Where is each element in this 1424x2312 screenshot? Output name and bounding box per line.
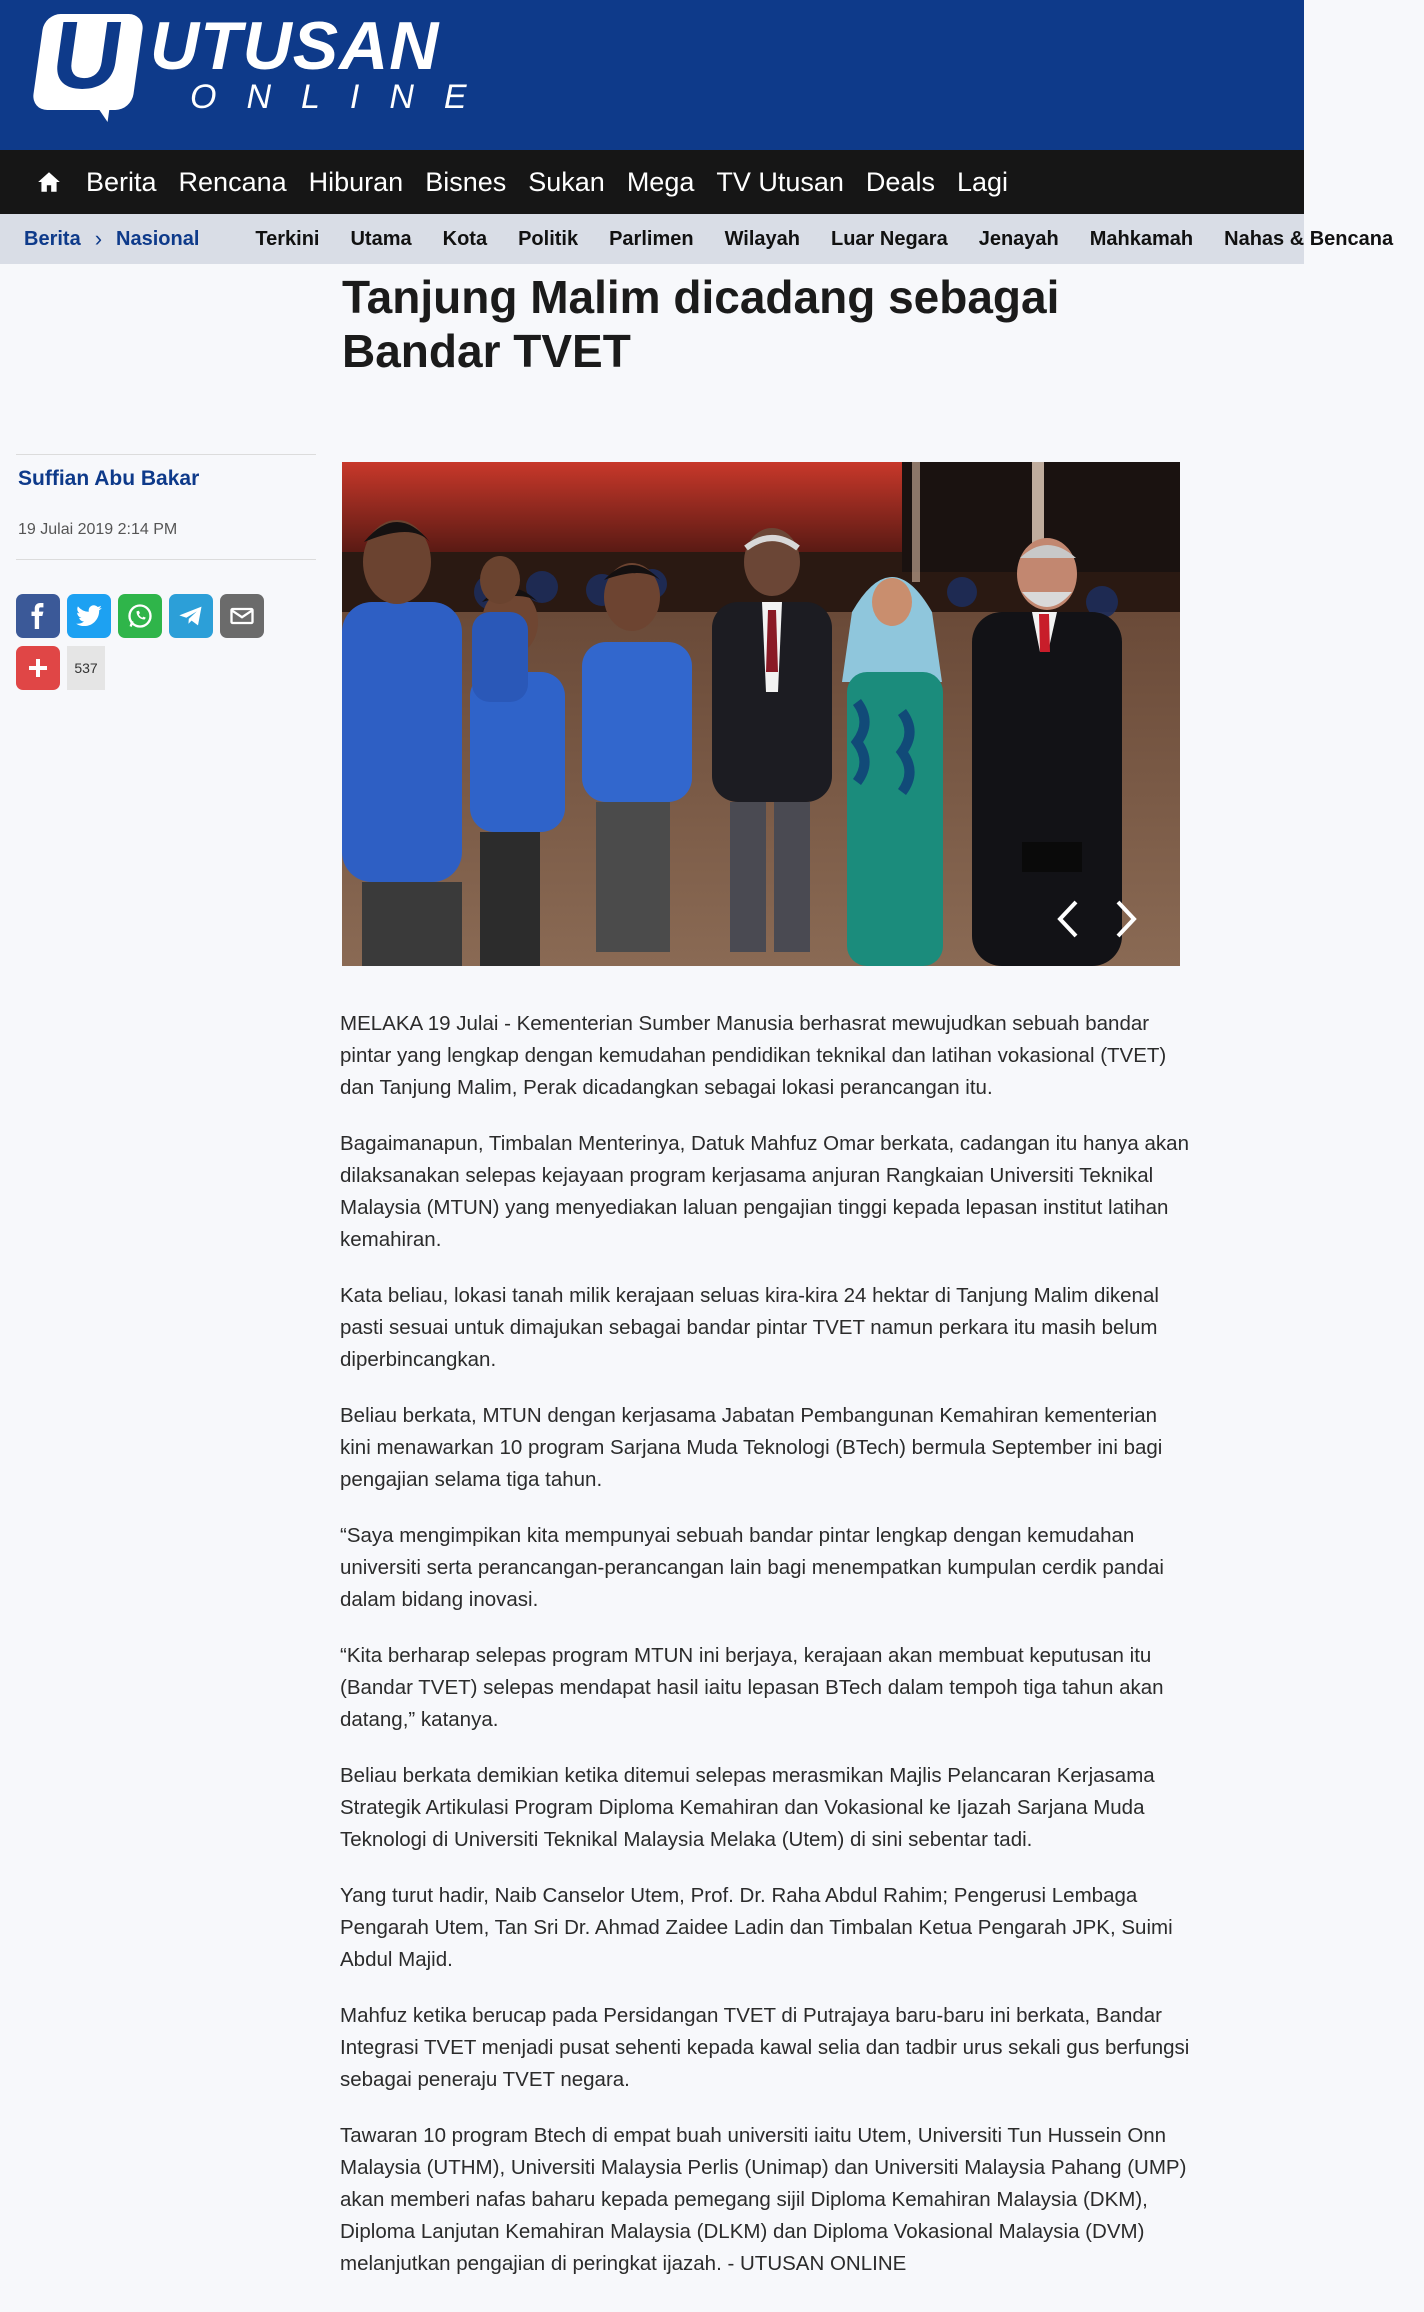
subnav-item-kota[interactable]: Kota [442, 227, 488, 250]
divider [16, 454, 316, 455]
nav-item-tv-utusan[interactable]: TV Utusan [716, 166, 844, 197]
subnav-item-mahkamah[interactable]: Mahkamah [1089, 227, 1194, 250]
chevron-right-icon: › [94, 226, 103, 251]
article-body [340, 1008, 1190, 2304]
plus-icon [26, 656, 50, 680]
nav-item-mega[interactable]: Mega [626, 166, 695, 197]
main-nav [0, 150, 1304, 214]
nav-item-lagi[interactable]: Lagi [956, 166, 1008, 197]
logo-letter: U [45, 2, 130, 109]
share-count: 537 [67, 646, 105, 690]
facebook-icon [25, 603, 51, 629]
share-row [16, 646, 276, 690]
subnav-item-utama[interactable]: Utama [350, 227, 412, 250]
author-name[interactable]: Suffian Abu Bakar [18, 467, 200, 490]
byline [16, 454, 316, 560]
breadcrumb-subsection[interactable]: Nasional [116, 227, 200, 250]
envelope-icon [228, 602, 256, 630]
share-bar [16, 594, 276, 698]
logo-badge [31, 2, 144, 110]
event-photo-illustration [342, 462, 1180, 966]
article-paragraph: Mahfuz ketika berucap pada Persidangan TVET di Putrajaya baru-baru ini berkata, Bandar Integrasi TVET menjadi pusat sehenti kepada kawal selia dan tadbir urus sekali gus berfungsi sebagai peneraju TVET negara. [340, 2004, 1190, 2091]
article-paragraph: Kata beliau, lokasi tanah milik kerajaan seluas kira-kira 24 hektar di Tanjung Malim dikenal pasti sesuai untuk dimajukan sebagai bandar pintar TVET namun perkara itu masih belum diperbincangkan. [340, 1284, 1159, 1371]
facebook-share-button[interactable] [16, 594, 60, 638]
share-row [16, 594, 276, 638]
logo-subtitle: ONLINE [190, 78, 497, 116]
utusan-online-logo[interactable] [38, 2, 497, 116]
subnav-item-luar-negara[interactable]: Luar Negara [830, 227, 948, 250]
logo-badge-tail [90, 100, 111, 122]
divider [16, 559, 316, 560]
nav-item-sukan[interactable]: Sukan [528, 166, 605, 197]
masthead [0, 0, 1304, 150]
article-photo[interactable] [342, 462, 1180, 966]
subnav-item-parlimen[interactable]: Parlimen [609, 227, 694, 250]
home-icon[interactable] [36, 169, 62, 195]
article-paragraph: Tawaran 10 program Btech di empat buah universiti iaitu Utem, Universiti Tun Hussein Onn Malaysia (UTHM), Universiti Malaysia Perlis (Unimap) dan Universiti Malaysia Pahang (UMP) akan memberi nafas baharu kepada pemegang sijil Diploma Kemahiran Malaysia (DKM), Diploma Lanjutan Kemahiran Malaysia (DLKM) dan Diploma Vokasional Malaysia (DVM) melanjutkan pengajian di peringkat ijazah. - UTUSAN ONLINE [340, 2124, 1187, 2275]
article-paragraph: Beliau berkata demikian ketika ditemui selepas merasmikan Majlis Pelancaran Kerjasama Strategik Artikulasi Program Diploma Kemahiran dan Vokasional ke Ijazah Sarjana Muda Teknologi di Universiti Teknikal Malaysia Melaka (Utem) di sini sebentar tadi. [340, 1764, 1155, 1851]
sub-nav-links [255, 228, 1424, 251]
subnav-item-politik[interactable]: Politik [518, 227, 579, 250]
publish-date: 19 Julai 2019 2:14 PM [18, 521, 178, 538]
telegram-icon [177, 602, 205, 630]
nav-item-bisnes[interactable]: Bisnes [425, 166, 507, 197]
article-paragraph: Bagaimanapun, Timbalan Menterinya, Datuk Mahfuz Omar berkata, cadangan itu hanya akan dilaksanakan selepas kejayaan program kerjasama anjuran Rangkaian Universiti Teknikal Malaysia (MTUN) yang menyediakan laluan pengajian tinggi kepada lepasan institut latihan kemahiran. [340, 1132, 1189, 1251]
whatsapp-share-button[interactable] [118, 594, 162, 638]
telegram-share-button[interactable] [169, 594, 213, 638]
whatsapp-icon [126, 602, 154, 630]
nav-item-berita[interactable]: Berita [86, 166, 157, 197]
subnav-item-nahas-bencana[interactable]: Nahas & Bencana [1224, 227, 1394, 250]
subnav-item-terkini[interactable]: Terkini [255, 227, 320, 250]
article-title: Tanjung Malim dicadang sebagai Bandar TVET [342, 271, 1060, 377]
carousel-next-arrow[interactable] [1098, 892, 1152, 946]
article-paragraph: Beliau berkata, MTUN dengan kerjasama Jabatan Pembangunan Kemahiran kementerian kini menawarkan 10 program Sarjana Muda Teknologi (BTech) bermula September ini bagi pengajian selama tiga tahun. [340, 1404, 1163, 1491]
subnav-item-wilayah[interactable]: Wilayah [724, 227, 800, 250]
article-paragraph: Yang turut hadir, Naib Canselor Utem, Prof. Dr. Raha Abdul Rahim; Pengerusi Lembaga Pengarah Utem, Tan Sri Dr. Ahmad Zaidee Ladin dan Timbalan Ketua Pengarah JPK, Suimi Abdul Majid. [340, 1884, 1173, 1971]
subnav-item-jenayah[interactable]: Jenayah [978, 227, 1059, 250]
logo-title: UTUSAN [150, 8, 440, 84]
nav-item-rencana[interactable]: Rencana [178, 166, 287, 197]
nav-item-hiburan[interactable]: Hiburan [308, 166, 404, 197]
email-share-button[interactable] [220, 594, 264, 638]
twitter-share-button[interactable] [67, 594, 111, 638]
nav-item-deals[interactable]: Deals [865, 166, 935, 197]
sub-nav [0, 214, 1394, 264]
breadcrumb-section[interactable]: Berita [24, 227, 81, 250]
article-paragraph: MELAKA 19 Julai - Kementerian Sumber Manusia berhasrat mewujudkan sebuah bandar pintar yang lengkap dengan kemudahan pendidikan teknikal dan latihan vokasional (TVET) dan Tanjung Malim, Perak dicadangkan sebagai lokasi perancangan itu. [340, 1012, 1167, 1099]
twitter-icon [75, 602, 103, 630]
article-paragraph: “Saya mengimpikan kita mempunyai sebuah bandar pintar lengkap dengan kemudahan universiti serta perancangan-perancangan lain bagi menempatkan kumpulan cerdik pandai dalam bidang inovasi. [340, 1524, 1164, 1611]
article-paragraph: “Kita berharap selepas program MTUN ini berjaya, kerajaan akan membuat keputusan itu (Bandar TVET) selepas mendapat hasil iaitu lepasan BTech dalam tempoh tiga tahun akan datang,” katanya. [340, 1644, 1164, 1731]
more-share-button[interactable] [16, 646, 60, 690]
carousel-prev-arrow[interactable] [1042, 892, 1096, 946]
